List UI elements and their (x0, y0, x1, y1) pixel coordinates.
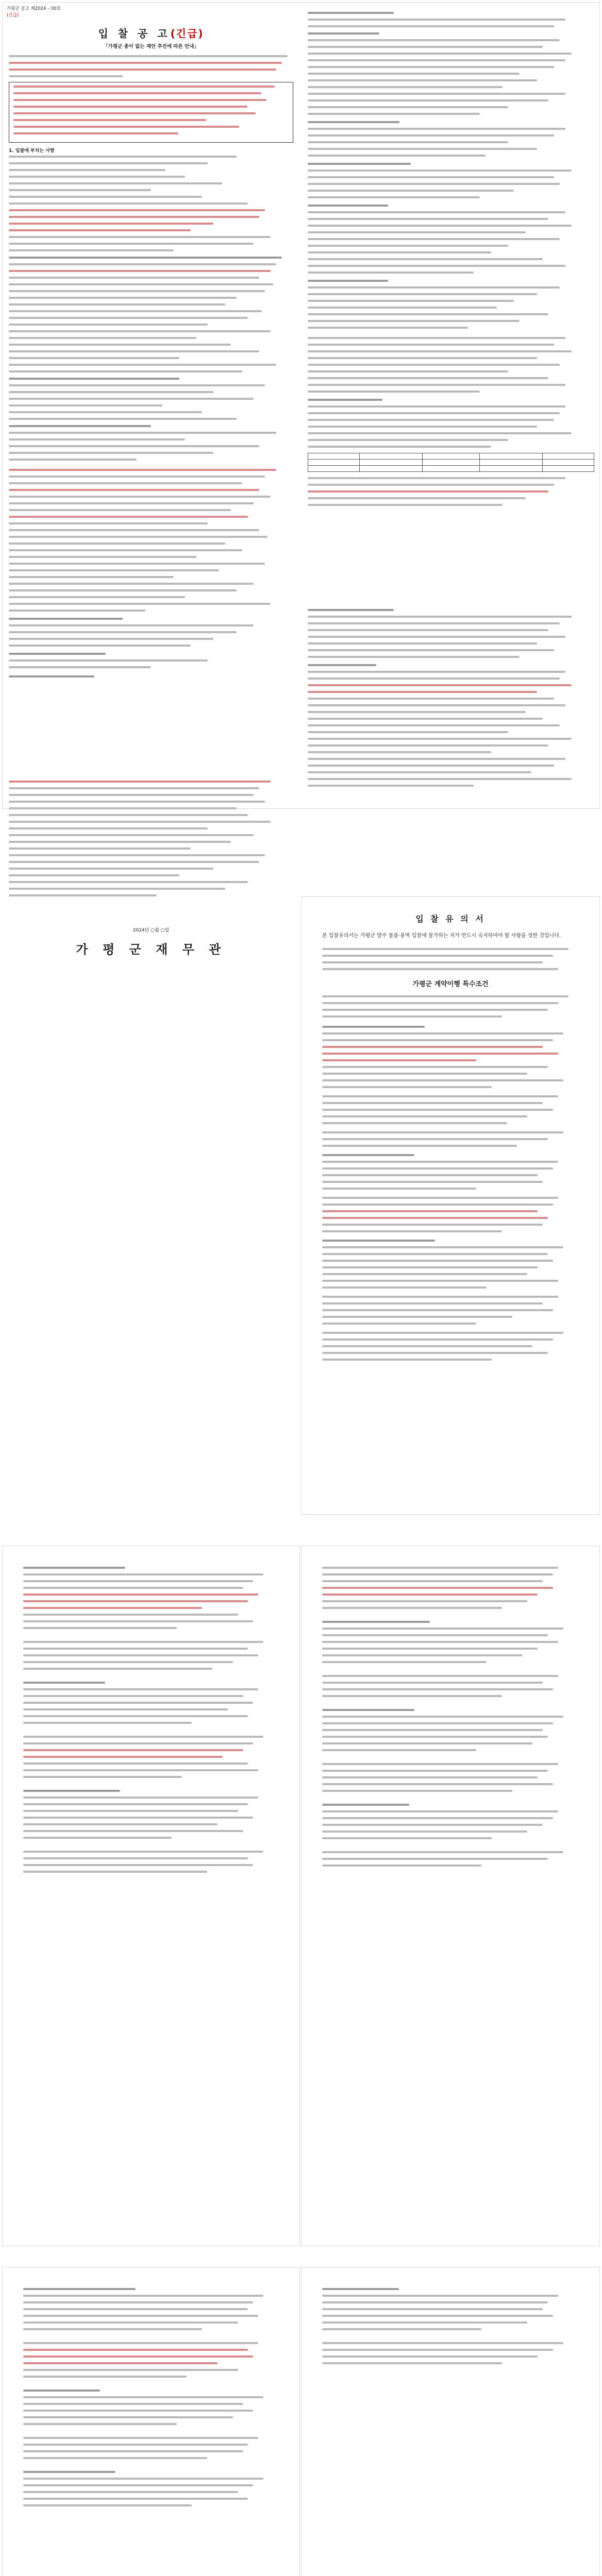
section-1-heading: 1. 입찰에 부치는 사항 (9, 148, 55, 154)
notice-title: 입 찰 공 고(긴급) (98, 27, 204, 40)
page1-left-column (7, 3, 295, 957)
notice-page-3-right (301, 1546, 600, 2246)
notice-signature: 가 평 군 재 무 관 (76, 942, 226, 957)
notice-number: 가평군 공고 제2024 – 00호 (7, 6, 61, 11)
notice-page-3-left (2, 1546, 300, 2246)
guide-title: 입 찰 유 의 서 (415, 914, 486, 924)
page1-right-column (306, 3, 596, 808)
notice-subtitle: 「가평군 종이 없는 제안 추진에 따른 안내」 (103, 44, 199, 49)
notice-page-2 (301, 896, 600, 1515)
guide-subtitle: 가평군 계약이행 특수조건 (412, 980, 489, 988)
notice-highlight-box (9, 82, 293, 143)
notice-page-4-left (2, 2267, 300, 2576)
notice-urgent-small: (긴급) (7, 13, 19, 18)
notice-date: 2024년 ○월 ○일 (132, 928, 170, 933)
guide-intro: 본 입찰유의서는 가평군 발주 물품·용역 입찰에 참가하는 자가 반드시 숙지하여야 할 사항을 정한 것입니다. (322, 933, 561, 939)
notice-page-4-right (301, 2267, 600, 2576)
notice-schedule-table (306, 453, 596, 472)
